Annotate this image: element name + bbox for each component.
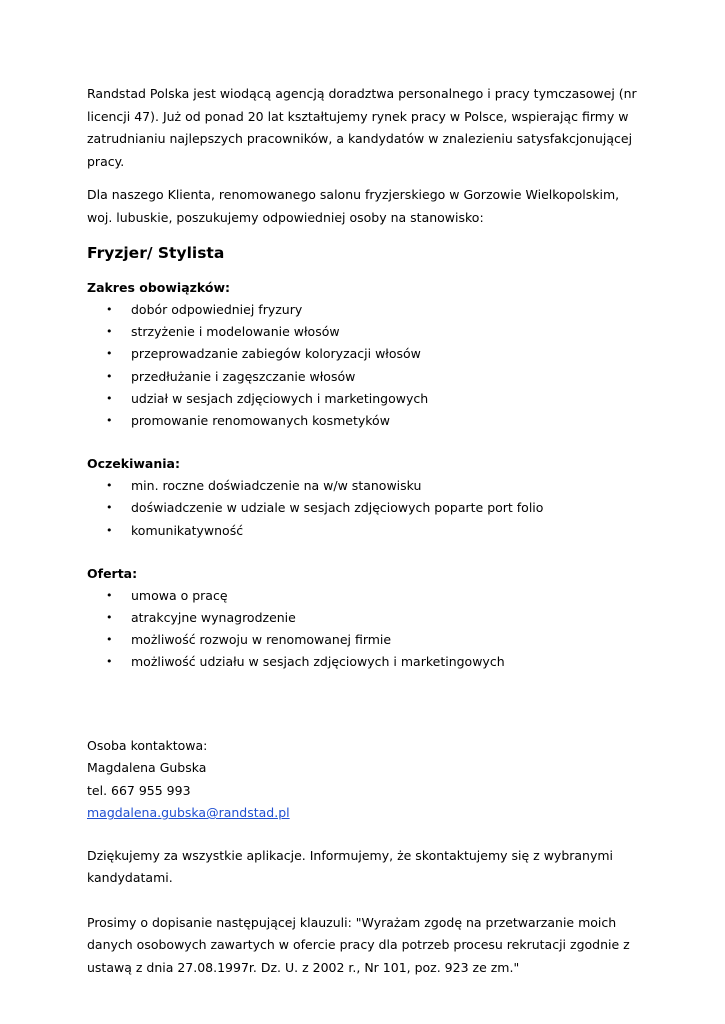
bullet-icon: • bbox=[106, 303, 113, 316]
intro-paragraph-company: Randstad Polska jest wiodącą agencją doradztwa personalnego i pracy tymczasowej (nr licencji 47). Już od ponad 20 lat kształtujemy rynek pracy w Polsce, wspierając firmy w zatrudnianiu najlepszych pracowników, a kandydatów w znalezieniu satysfakcjonującej pracy. bbox=[87, 86, 637, 169]
expectations-list bbox=[87, 475, 647, 542]
list-item-text: dobór odpowiedniej fryzury bbox=[131, 302, 303, 317]
expectations-title: Oczekiwania: bbox=[87, 456, 180, 472]
contact-email-link[interactable]: magdalena.gubska@randstad.pl bbox=[87, 805, 290, 821]
list-item-text: możliwość udziału w sesjach zdjęciowych i marketingowych bbox=[131, 654, 505, 670]
bullet-icon: • bbox=[106, 501, 113, 515]
bullet-icon: • bbox=[106, 611, 113, 625]
bullet-icon: • bbox=[106, 479, 113, 493]
bullet-icon: • bbox=[106, 655, 113, 669]
list-item-text: przedłużanie i zagęszczanie włosów bbox=[131, 368, 356, 384]
list-item bbox=[87, 651, 647, 673]
bullet-icon: • bbox=[106, 347, 113, 361]
contact-name: Magdalena Gubska bbox=[87, 760, 207, 776]
offer-title: Oferta: bbox=[87, 565, 138, 581]
list-item bbox=[87, 366, 647, 388]
intro-paragraph-client: Dla naszego Klienta, renomowanego salonu fryzjerskiego w Gorzowie Wielkopolskim, woj. lubuskie, poszukujemy odpowiedniej osoby na stanowisko: bbox=[87, 187, 620, 225]
bullet-icon: • bbox=[106, 369, 113, 383]
list-item bbox=[87, 321, 647, 343]
bullet-icon: • bbox=[106, 414, 113, 428]
contact-label: Osoba kontaktowa: bbox=[87, 737, 208, 753]
list-item-text: doświadczenie w udziale w sesjach zdjęciowych poparte port folio bbox=[131, 500, 544, 516]
list-item-text: przeprowadzanie zabiegów koloryzacji włosów bbox=[131, 346, 421, 362]
job-title: Fryzjer/ Stylista bbox=[87, 244, 225, 262]
job-offer-document bbox=[87, 83, 647, 980]
bullet-icon: • bbox=[106, 523, 113, 537]
list-item bbox=[87, 475, 647, 497]
list-item-text: komunikatywność bbox=[131, 522, 244, 538]
list-item-text: udział w sesjach zdjęciowych i marketingowych bbox=[131, 390, 429, 406]
duties-title: Zakres obowiązków: bbox=[87, 280, 231, 295]
offer-list bbox=[87, 585, 647, 674]
list-item-text: min. roczne doświadczenie na w/w stanowisku bbox=[131, 478, 422, 494]
list-item bbox=[87, 629, 647, 651]
list-item-text: możliwość rozwoju w renomowanej firmie bbox=[131, 632, 392, 648]
contact-section bbox=[87, 735, 647, 825]
list-item bbox=[87, 585, 647, 607]
consent-clause-paragraph: Prosimy o dopisanie następującej klauzuli: "Wyrażam zgodę na przetwarzanie moich danych osobowych zawartych w ofercie pracy dla potrzeb procesu rekrutacji zgodnie z ustawą z dnia 27.08.1997r. Dz. U. z 2002 r., Nr 101, poz. 923 ze zm." bbox=[87, 914, 630, 976]
contact-phone: tel. 667 955 993 bbox=[87, 782, 191, 798]
list-item-text: strzyżenie i modelowanie włosów bbox=[131, 324, 340, 340]
list-item bbox=[87, 388, 647, 410]
bullet-icon: • bbox=[106, 325, 113, 339]
list-item-text: atrakcyjne wynagrodzenie bbox=[131, 610, 296, 626]
bullet-icon: • bbox=[106, 633, 113, 647]
list-item bbox=[87, 607, 647, 629]
list-item bbox=[87, 410, 647, 432]
thanks-paragraph: Dziękujemy za wszystkie aplikacje. Informujemy, że skontaktujemy się z wybranymi kandydatami. bbox=[87, 847, 614, 886]
list-item-text: umowa o pracę bbox=[131, 587, 228, 603]
bullet-icon: • bbox=[106, 588, 113, 602]
duties-list bbox=[87, 299, 647, 432]
list-item bbox=[87, 299, 647, 321]
list-item bbox=[87, 520, 647, 542]
list-item bbox=[87, 343, 647, 365]
list-item bbox=[87, 497, 647, 519]
list-item-text: promowanie renomowanych kosmetyków bbox=[131, 413, 390, 429]
bullet-icon: • bbox=[106, 391, 113, 405]
